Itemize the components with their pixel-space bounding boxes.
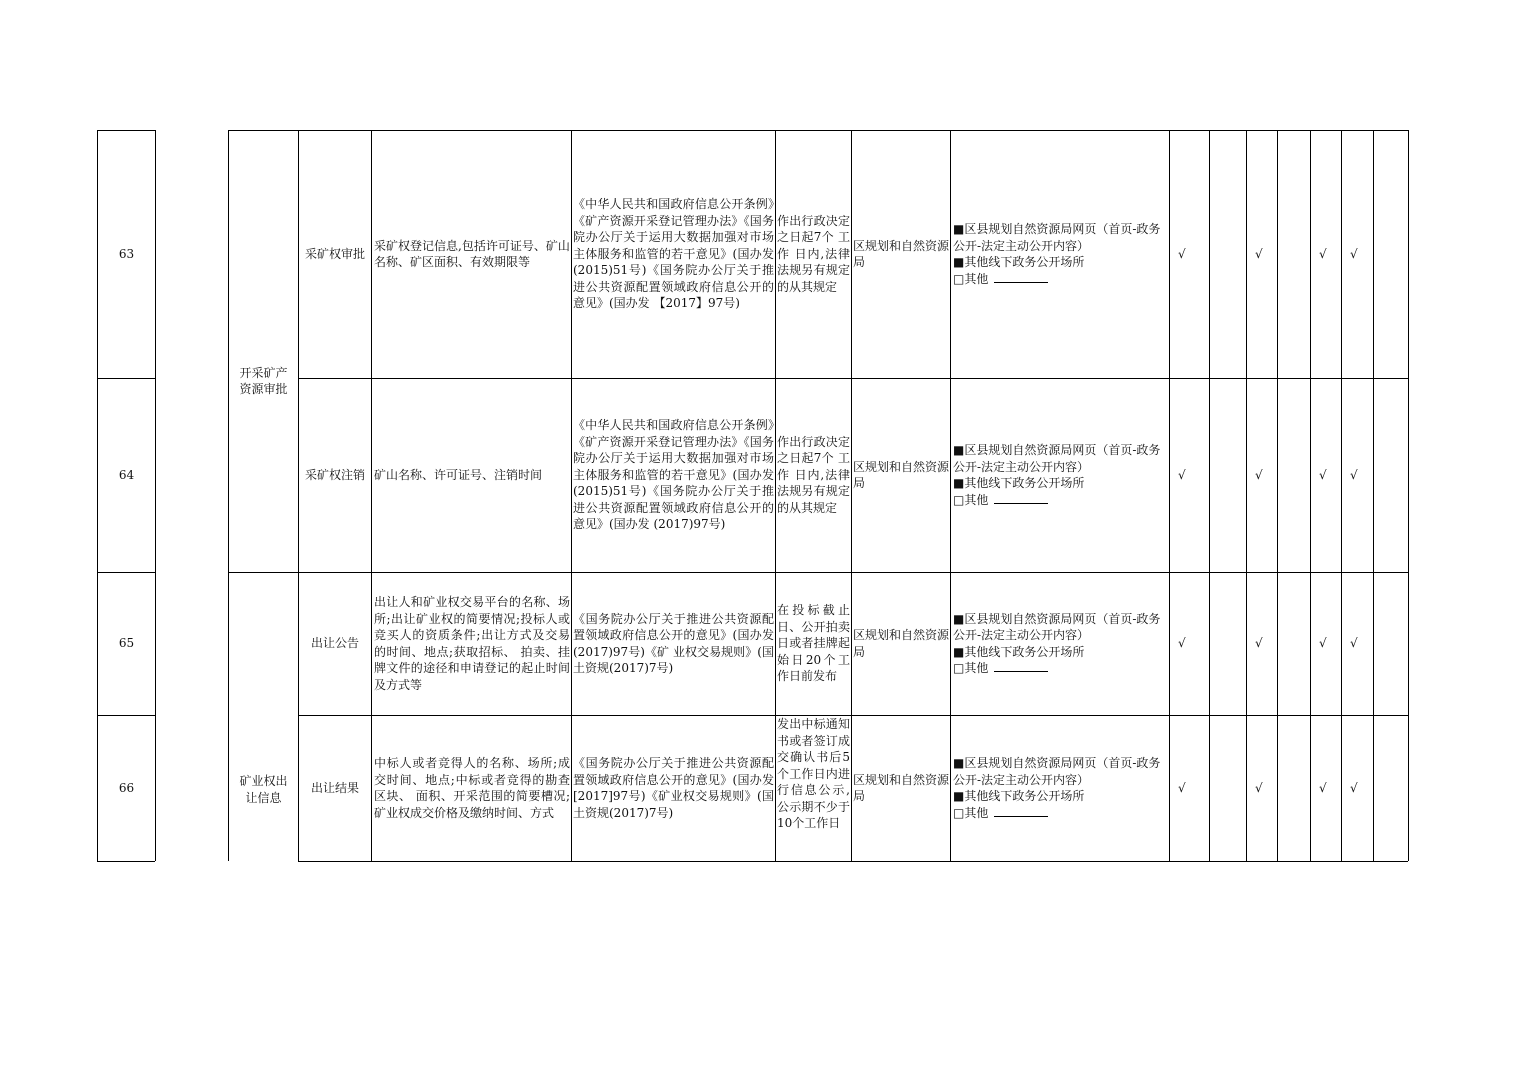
disclosure-content: 采矿权登记信息,包括许可证号、矿山名称、矿区面积、有效期限等 (374, 238, 570, 269)
mark-cell: √ (1350, 246, 1358, 261)
mark-cell (1210, 715, 1246, 861)
mark-cell: √ (1350, 467, 1358, 482)
channel-offline: ■其他线下政务公开场所 (953, 476, 1085, 490)
channel-offline: ■其他线下政务公开场所 (953, 255, 1085, 269)
mark-cell: √ (1319, 780, 1327, 795)
mark-cell (1210, 378, 1246, 572)
disclosure-channels (953, 572, 1167, 715)
mark-cell (1210, 572, 1246, 715)
legal-basis: 《国务院办公厅关于推进公共资源配置领域政府信息公开的意见》(国办发(2017)97号)《矿 业权交易规则》(国土资规(2017)7号) (573, 611, 774, 675)
disclosure-time: 作出行政决定之日起7个 工 作 日内,法律法规另有规定的从其规定 (777, 213, 850, 294)
blank-underline (994, 805, 1048, 817)
mark-cell: √ (1319, 636, 1327, 651)
mark-cell (1374, 378, 1408, 572)
row-number: 63 (118, 246, 135, 261)
mark-cell (1210, 130, 1246, 378)
channel-website: ■区县规划自然资源局网页（首页-政务公开-法定主动公开内容） (953, 222, 1161, 253)
mark-cell: √ (1255, 467, 1263, 482)
mark-cell: √ (1255, 780, 1263, 795)
mark-cell: √ (1178, 780, 1186, 795)
mark-cell (1278, 378, 1310, 572)
disclosure-time: 作出行政决定之日起7个 工 作 日内,法律法规另有规定的从其规定 (777, 434, 850, 515)
disclosure-channels (953, 378, 1167, 572)
row-number: 66 (118, 780, 135, 795)
mark-cell (1278, 572, 1310, 715)
mark-cell: √ (1178, 246, 1186, 261)
channel-website: ■区县规划自然资源局网页（首页-政务公开-法定主动公开内容） (953, 443, 1161, 474)
mark-cell: √ (1350, 780, 1358, 795)
mark-cell: √ (1178, 467, 1186, 482)
mark-cell (1278, 715, 1310, 861)
channel-other: □其他 (953, 492, 1167, 509)
legal-basis: 《中华人民共和国政府信息公开条例》《矿产资源开采登记管理办法》《国务院办公厅关于运用大数据加强对市场主体服务和监管的若干意见》(国办发(2015)51号)《国务院办公厅关于推进公共资源配置领域政府信息公开的意见》(国办发 (2017)97号) (573, 418, 774, 532)
mark-cell (1374, 130, 1408, 378)
rule (371, 130, 372, 861)
item-name: 采矿权审批 (304, 246, 365, 261)
disclosure-channels (953, 715, 1167, 861)
mark-cell: √ (1319, 467, 1327, 482)
mark-cell: √ (1255, 636, 1263, 651)
mark-cell (1374, 572, 1408, 715)
legal-basis: 《中华人民共和国政府信息公开条例》《矿产资源开采登记管理办法》《国务院办公厅关于运用大数据加强对市场主体服务和监管的若干意见》(国办发(2015)51号)《国务院办公厅关于推进公共资源配置领域政府信息公开的意见》(国办发 【2017】97号) (573, 197, 774, 311)
channel-website: ■区县规划自然资源局网页（首页-政务公开-法定主动公开内容） (953, 611, 1161, 642)
channel-other: □其他 (953, 805, 1167, 822)
mark-cell: √ (1319, 246, 1327, 261)
rule (298, 861, 1408, 862)
channel-offline: ■其他线下政务公开场所 (953, 789, 1085, 803)
mark-cell: √ (1178, 636, 1186, 651)
disclosure-content: 中标人或者竞得人的名称、场所;成交时间、地点;中标或者竞得的勘查区块、 面积、开采范围的简要槽况;矿业权成交价格及缴纳时间、方式 (374, 756, 570, 820)
blank-underline (994, 271, 1048, 283)
group-cell-mining-rights-transfer: 矿业权出 让信息 (239, 774, 288, 805)
item-name: 采矿权注销 (304, 467, 365, 482)
disclosure-time: 发出中标通知书或者签订成交确认书后5个工作日内进行信息公示,公示期不少于10个工作日 (777, 717, 850, 830)
rule (571, 130, 572, 861)
item-name: 出让结果 (310, 780, 359, 795)
mark-cell: √ (1255, 246, 1263, 261)
disclosure-content: 出让人和矿业权交易平台的名称、场所;出让矿业权的简要情况;投标人或竞买人的资质条件;出让方式及交易的时间、地点;获取招标、 拍卖、挂牌文件的途径和申请登记的起止时间及方式等 (374, 595, 570, 692)
channel-website: ■区县规划自然资源局网页（首页-政务公开-法定主动公开内容） (953, 756, 1161, 787)
disclosure-time: 在投标截止日、公开拍卖日或者挂牌起始日20个工作日前发布 (777, 603, 850, 684)
item-name: 出让公告 (310, 636, 359, 651)
rule (155, 130, 156, 861)
blank-underline (994, 492, 1048, 504)
mark-cell (1374, 715, 1408, 861)
rule (851, 130, 852, 861)
disclosure-subject: 区规划和自然资源局 (853, 772, 950, 803)
disclosure-channels (953, 130, 1167, 378)
channel-other: □其他 (953, 271, 1167, 288)
disclosure-subject: 区规划和自然资源局 (853, 238, 950, 269)
mark-cell: √ (1350, 636, 1358, 651)
channel-offline: ■其他线下政务公开场所 (953, 644, 1085, 659)
rule (1408, 130, 1409, 861)
rule (950, 130, 951, 861)
disclosure-subject: 区规划和自然资源局 (853, 628, 950, 659)
mark-cell (1278, 130, 1310, 378)
row-number: 64 (118, 467, 135, 482)
legal-basis: 《国务院办公厅关于推进公共资源配置领域政府信息公开的意见》(国办发[2017]97号)《矿业权交易规则》(国土资规(2017)7号) (573, 756, 774, 820)
rule (97, 861, 155, 862)
disclosure-content: 矿山名称、许可证号、注销时间 (374, 467, 543, 482)
channel-other: □其他 (953, 660, 1167, 677)
row-number: 65 (118, 636, 135, 651)
disclosure-subject: 区规划和自然资源局 (853, 459, 950, 490)
blank-underline (994, 660, 1048, 672)
group-cell-mining-approval: 开采矿产 资源审批 (239, 365, 288, 396)
rule (775, 130, 776, 861)
